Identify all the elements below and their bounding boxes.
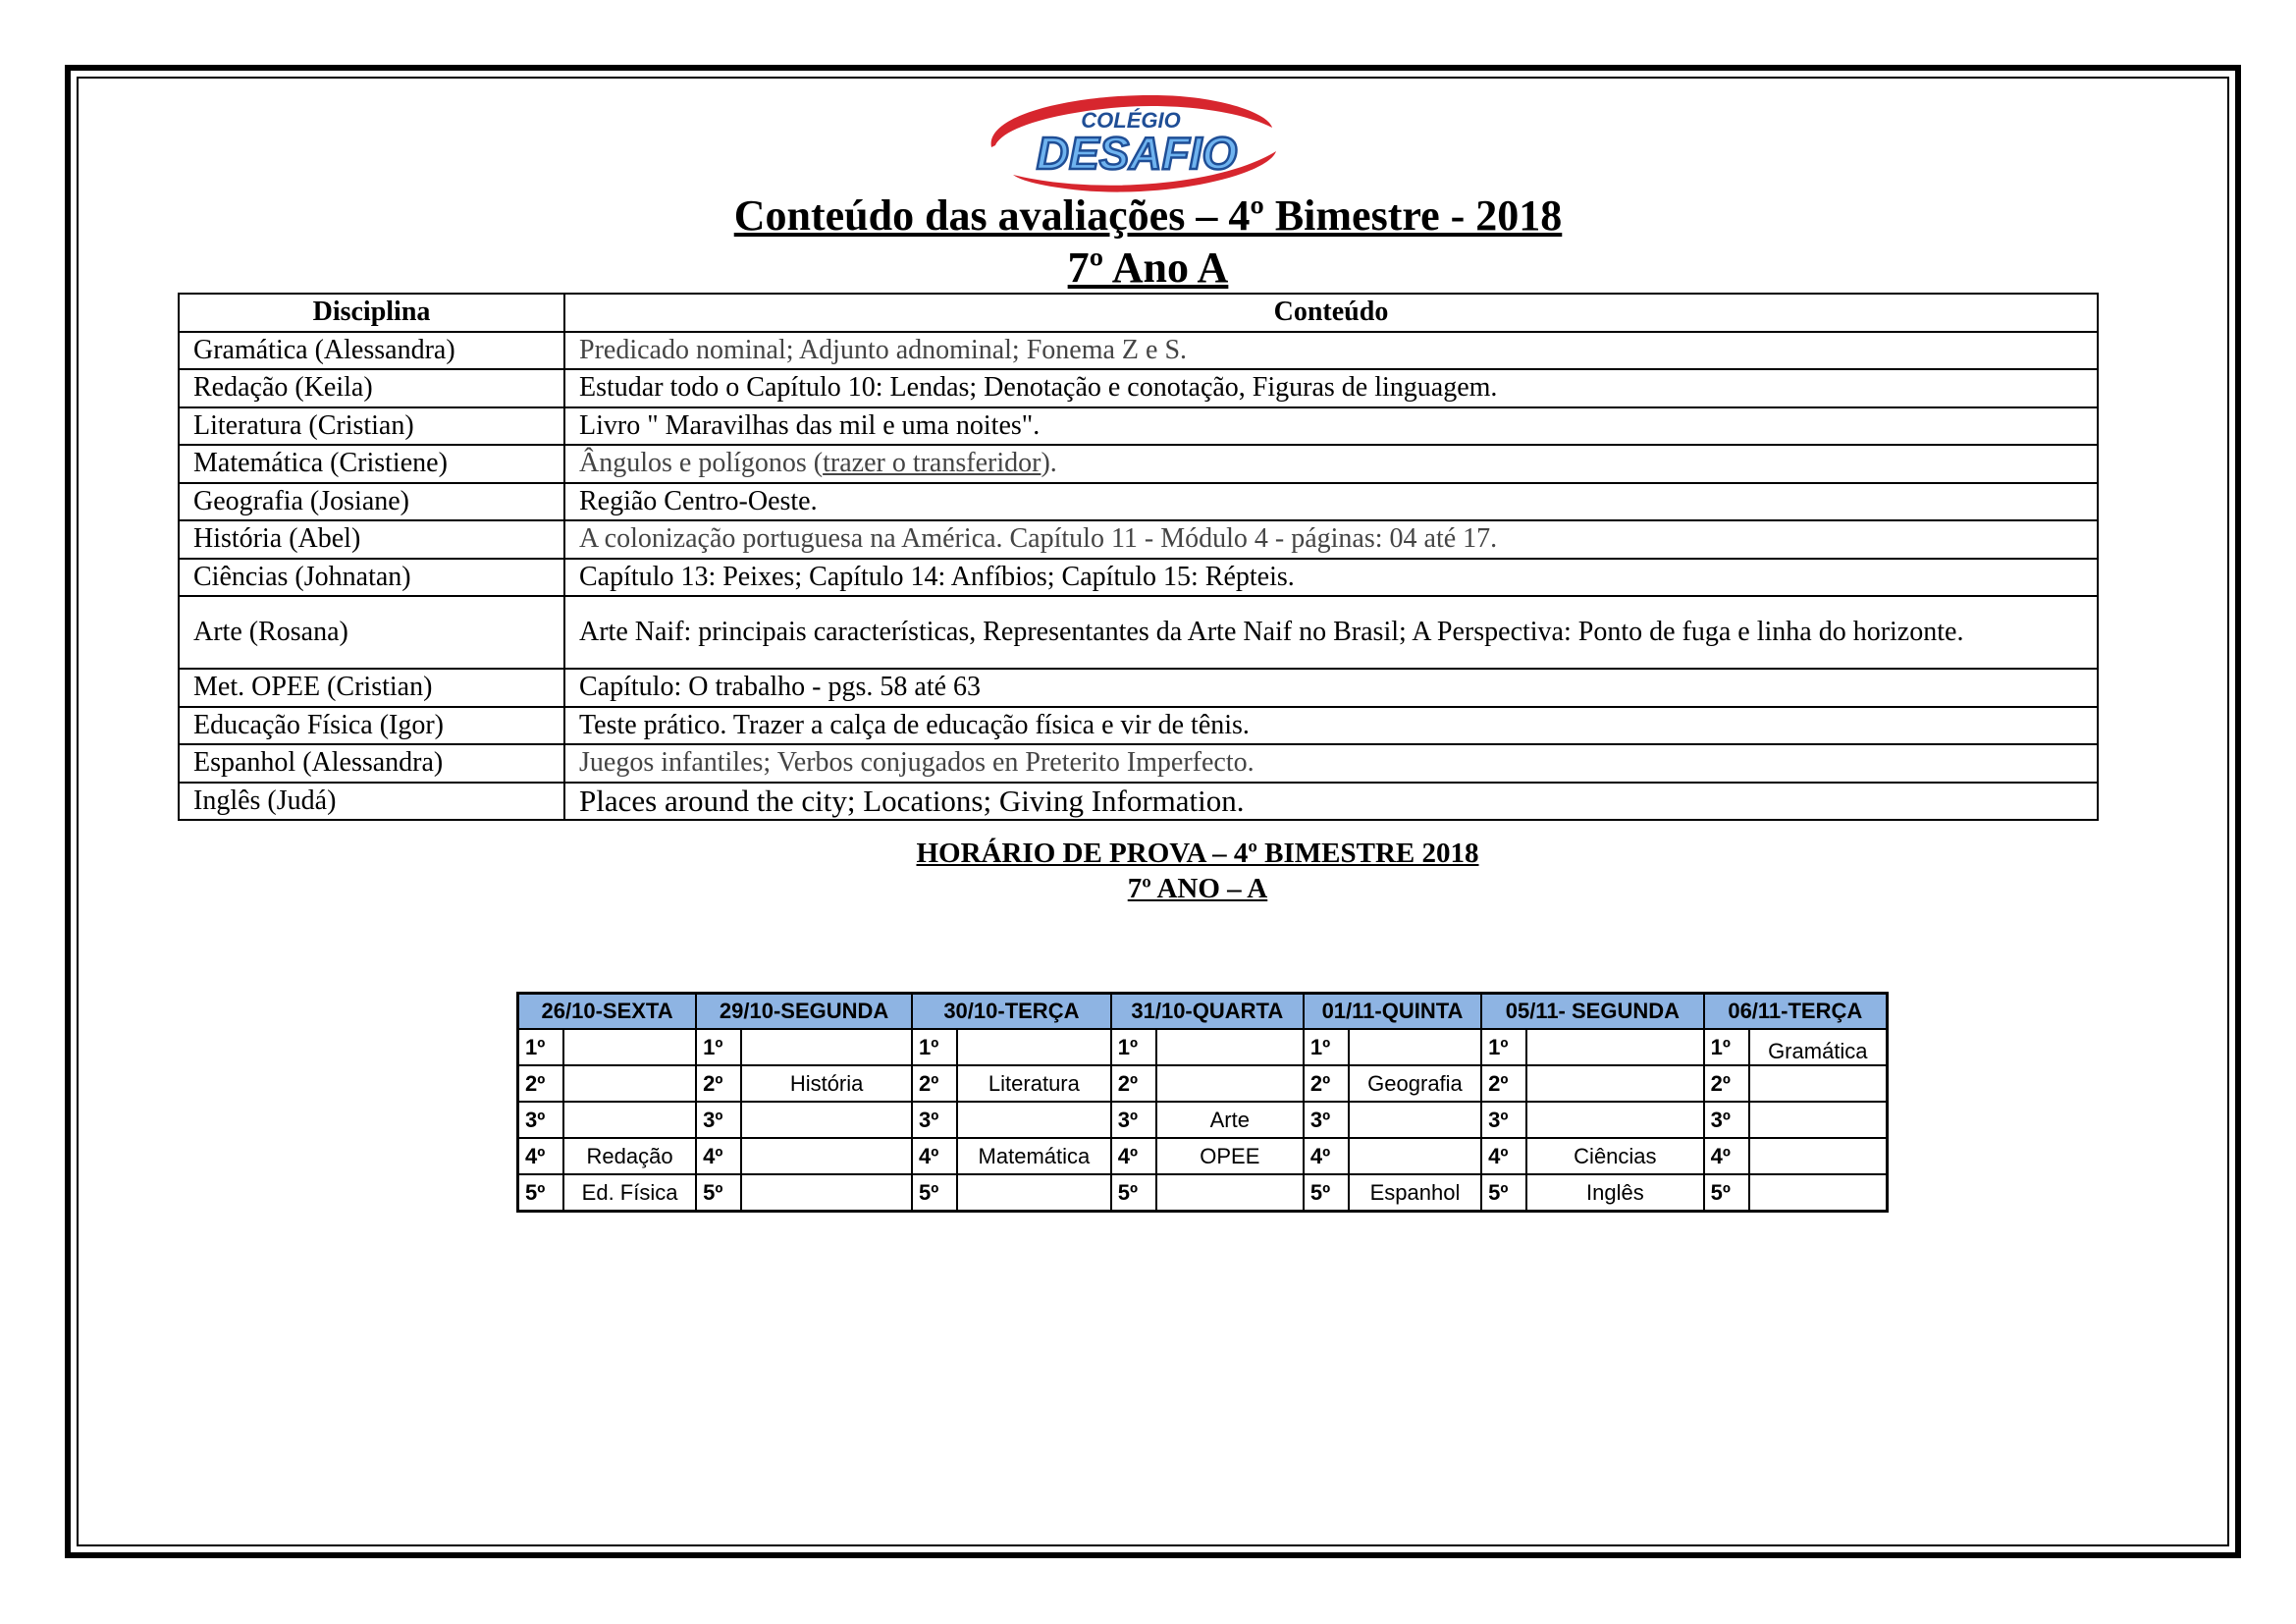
content-underlined: trazer o transferidor (823, 448, 1041, 479)
schedule-cell (957, 1029, 1111, 1065)
schedule-day-header: 26/10-SEXTA (518, 994, 697, 1030)
schedule-cell (1156, 1029, 1304, 1065)
schedule-day-header: 01/11-QUINTA (1304, 994, 1481, 1030)
schedule-cell: Arte (1156, 1102, 1304, 1138)
schedule-slot-label: 5º (518, 1174, 564, 1212)
discipline-cell: Educação Física (Igor) (179, 707, 564, 745)
content-cell (564, 445, 2098, 483)
discipline-cell: Matemática (Cristiene) (179, 445, 564, 483)
schedule-slot-label: 4º (1481, 1138, 1526, 1174)
schedule-row (518, 1065, 1888, 1102)
table-row (179, 332, 2098, 370)
schedule-cell: Geografia (1349, 1065, 1481, 1102)
schedule-slot-label: 2º (696, 1065, 741, 1102)
schedule-cell: Matemática (957, 1138, 1111, 1174)
content-cell: Estudar todo o Capítulo 10: Lendas; Denotação e conotação, Figuras de linguagem. (564, 369, 2098, 407)
content-cell: Places around the city; Locations; Giving Information. (564, 783, 2098, 821)
schedule-cell (1749, 1102, 1888, 1138)
schedule-slot-label: 1º (518, 1029, 564, 1065)
schedule-cell: Redação (563, 1138, 696, 1174)
logo-top-text: COLÉGIO (1081, 108, 1181, 133)
schedule-cell (741, 1138, 912, 1174)
content-cell: Região Centro-Oeste. (564, 483, 2098, 521)
schedule-slot-label: 4º (1704, 1138, 1749, 1174)
schedule-slot-label: 2º (1304, 1065, 1349, 1102)
document-subtitle: 7º Ano A (1067, 244, 1229, 292)
schedule-cell: Gramática (1749, 1029, 1888, 1065)
schedule-slot-label: 1º (912, 1029, 957, 1065)
logo-main-text: DESAFIO (1036, 128, 1238, 179)
content-cell: Juegos infantiles; Verbos conjugados en Preterito Imperfecto. (564, 744, 2098, 783)
schedule-cell (1349, 1102, 1481, 1138)
schedule-cell (1156, 1065, 1304, 1102)
schedule-slot-label: 3º (1704, 1102, 1749, 1138)
schedule-slot-label: 4º (518, 1138, 564, 1174)
content-suffix: ). (1041, 448, 1057, 479)
schedule-cell (957, 1174, 1111, 1212)
content-cell: Arte Naif: principais características, Representantes da Arte Naif no Brasil; A Perspectiva: Ponto de fuga e linha do horizonte. (564, 596, 2098, 669)
discipline-cell: Espanhol (Alessandra) (179, 744, 564, 783)
schedule-cell: Espanhol (1349, 1174, 1481, 1212)
schedule-slot-label: 5º (696, 1174, 741, 1212)
schedule-slot-label: 5º (1111, 1174, 1156, 1212)
schedule-cell (563, 1102, 696, 1138)
table-row (179, 669, 2098, 707)
schedule-day-header: 05/11- SEGUNDA (1481, 994, 1704, 1030)
schedule-cell (741, 1174, 912, 1212)
schedule-header-row (518, 994, 1888, 1030)
schedule-day-header: 30/10-TERÇA (912, 994, 1111, 1030)
discipline-cell: Inglês (Judá) (179, 783, 564, 821)
schedule-slot-label: 1º (1704, 1029, 1749, 1065)
content-table-header (179, 294, 2098, 332)
schedule-title: HORÁRIO DE PROVA – 4º BIMESTRE 2018 (916, 838, 1479, 869)
discipline-cell: Gramática (Alessandra) (179, 332, 564, 370)
schedule-slot-label: 2º (912, 1065, 957, 1102)
exam-schedule-table (516, 992, 1889, 1213)
discipline-cell: Arte (Rosana) (179, 596, 564, 669)
schedule-slot-label: 2º (1111, 1065, 1156, 1102)
schedule-cell (1156, 1174, 1304, 1212)
schedule-cell (741, 1029, 912, 1065)
header-content: Conteúdo (564, 294, 2098, 332)
schedule-cell (1349, 1138, 1481, 1174)
schedule-slot-label: 4º (1111, 1138, 1156, 1174)
schedule-row (518, 1102, 1888, 1138)
school-logo (974, 84, 1288, 194)
schedule-cell (1749, 1065, 1888, 1102)
schedule-slot-label: 3º (518, 1102, 564, 1138)
schedule-slot-label: 3º (1304, 1102, 1349, 1138)
schedule-day-header: 29/10-SEGUNDA (696, 994, 912, 1030)
schedule-slot-label: 4º (1304, 1138, 1349, 1174)
schedule-cell (1349, 1029, 1481, 1065)
table-row (179, 783, 2098, 821)
table-row (179, 483, 2098, 521)
discipline-cell: Literatura (Cristian) (179, 407, 564, 446)
schedule-cell (1749, 1174, 1888, 1212)
schedule-day-header: 31/10-QUARTA (1111, 994, 1304, 1030)
content-cell: Capítulo: O trabalho - pgs. 58 até 63 (564, 669, 2098, 707)
schedule-day-header: 06/11-TERÇA (1704, 994, 1888, 1030)
schedule-slot-label: 4º (696, 1138, 741, 1174)
schedule-slot-label: 5º (1704, 1174, 1749, 1212)
schedule-slot-label: 3º (696, 1102, 741, 1138)
schedule-slot-label: 3º (1111, 1102, 1156, 1138)
schedule-slot-label: 1º (696, 1029, 741, 1065)
table-row (179, 520, 2098, 559)
schedule-cell (957, 1102, 1111, 1138)
schedule-cell: Literatura (957, 1065, 1111, 1102)
schedule-cell (1526, 1029, 1704, 1065)
content-cell: Teste prático. Trazer a calça de educação física e vir de tênis. (564, 707, 2098, 745)
schedule-cell (563, 1029, 696, 1065)
content-cell: Capítulo 13: Peixes; Capítulo 14: Anfíbios; Capítulo 15: Répteis. (564, 559, 2098, 597)
schedule-subtitle: 7º ANO – A (1127, 873, 1268, 904)
content-cell: Livro " Maravilhas das mil e uma noites". (564, 407, 2098, 446)
schedule-cell (1526, 1065, 1704, 1102)
schedule-cell (563, 1065, 696, 1102)
content-cell: Predicado nominal; Adjunto adnominal; Fonema Z e S. (564, 332, 2098, 370)
document-title: Conteúdo das avaliações – 4º Bimestre - 2018 (733, 191, 1563, 240)
schedule-slot-label: 1º (1111, 1029, 1156, 1065)
table-row (179, 707, 2098, 745)
schedule-slot-label: 5º (912, 1174, 957, 1212)
content-table (178, 293, 2099, 821)
schedule-row (518, 1138, 1888, 1174)
schedule-slot-label: 1º (1304, 1029, 1349, 1065)
discipline-cell: Geografia (Josiane) (179, 483, 564, 521)
schedule-slot-label: 1º (1481, 1029, 1526, 1065)
content-cell: A colonização portuguesa na América. Capítulo 11 - Módulo 4 - páginas: 04 até 17. (564, 520, 2098, 559)
schedule-slot-label: 4º (912, 1138, 957, 1174)
discipline-cell: Ciências (Johnatan) (179, 559, 564, 597)
table-row (179, 744, 2098, 783)
discipline-cell: Redação (Keila) (179, 369, 564, 407)
table-row (179, 445, 2098, 483)
discipline-cell: História (Abel) (179, 520, 564, 559)
table-row (179, 407, 2098, 446)
schedule-slot-label: 5º (1481, 1174, 1526, 1212)
schedule-cell (1526, 1102, 1704, 1138)
schedule-slot-label: 2º (1481, 1065, 1526, 1102)
content-prefix: Ângulos e polígonos ( (579, 448, 824, 479)
schedule-slot-label: 5º (1304, 1174, 1349, 1212)
schedule-cell: Ed. Física (563, 1174, 696, 1212)
schedule-cell: História (741, 1065, 912, 1102)
schedule-slot-label: 2º (518, 1065, 564, 1102)
header-discipline: Disciplina (179, 294, 564, 332)
schedule-slot-label: 3º (1481, 1102, 1526, 1138)
schedule-slot-label: 3º (912, 1102, 957, 1138)
schedule-cell (741, 1102, 912, 1138)
schedule-row (518, 1029, 1888, 1065)
table-row (179, 559, 2098, 597)
schedule-row (518, 1174, 1888, 1212)
schedule-cell: Ciências (1526, 1138, 1704, 1174)
schedule-cell: OPEE (1156, 1138, 1304, 1174)
schedule-slot-label: 2º (1704, 1065, 1749, 1102)
discipline-cell: Met. OPEE (Cristian) (179, 669, 564, 707)
table-row (179, 369, 2098, 407)
schedule-cell: Inglês (1526, 1174, 1704, 1212)
schedule-cell (1749, 1138, 1888, 1174)
table-row (179, 596, 2098, 669)
